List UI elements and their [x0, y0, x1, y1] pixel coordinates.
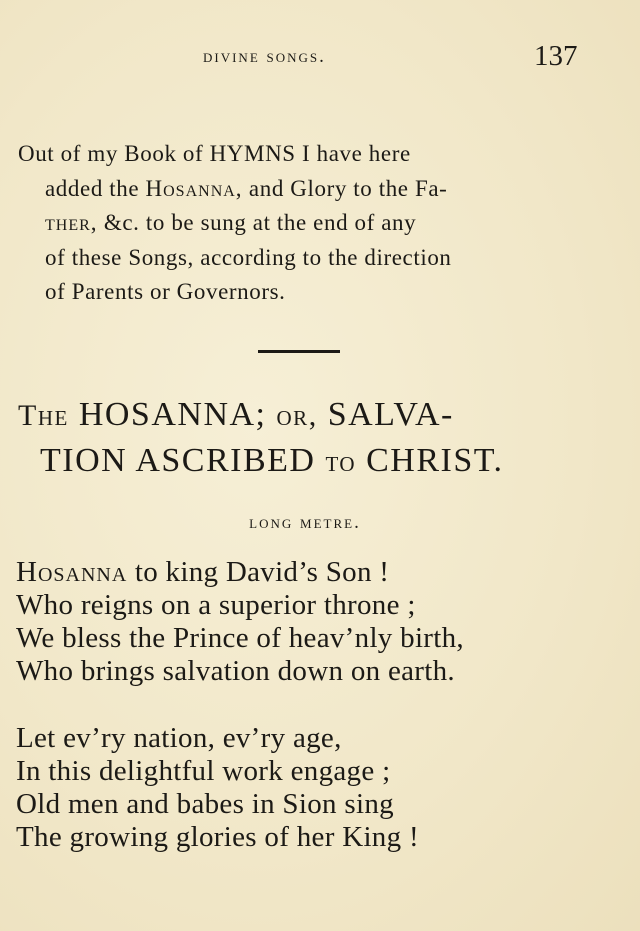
- section-divider: [258, 350, 340, 353]
- verse-line: Who brings salvation down on earth.: [16, 655, 455, 687]
- hymn-title-line: The HOSANNA; or, SALVA-: [18, 396, 454, 433]
- verse-line: Old men and babes in Sion sing: [16, 788, 394, 820]
- note-line: of Parents or Governors.: [45, 279, 286, 304]
- running-title: divine songs.: [203, 46, 326, 67]
- verse-line: Let ev’ry nation, ev’ry age,: [16, 722, 342, 754]
- page-number: 137: [534, 40, 578, 72]
- note-line: Out of my Book of HYMNS I have here: [18, 141, 411, 166]
- verse-line: Who reigns on a superior throne ;: [16, 589, 416, 621]
- note-line: ther, &c. to be sung at the end of any: [45, 210, 417, 235]
- verse-line: In this delightful work engage ;: [16, 755, 391, 787]
- stanza: [16, 722, 616, 854]
- note-line: added the Hosanna, and Glory to the Fa-: [45, 175, 448, 201]
- verse-line: The growing glories of her King !: [16, 821, 419, 853]
- stanza: [16, 556, 616, 688]
- verse-line: Hosanna to king David’s Son !: [16, 556, 390, 588]
- hymn-title: [18, 392, 593, 484]
- hymn-title-line: TION ASCRIBED to CHRIST.: [40, 442, 504, 479]
- introductory-note: [18, 137, 593, 310]
- verse-line: We bless the Prince of heav’nly birth,: [16, 622, 464, 654]
- page-header: [0, 40, 640, 80]
- metre-label: long metre.: [249, 512, 361, 533]
- note-line: of these Songs, according to the direction: [45, 244, 452, 270]
